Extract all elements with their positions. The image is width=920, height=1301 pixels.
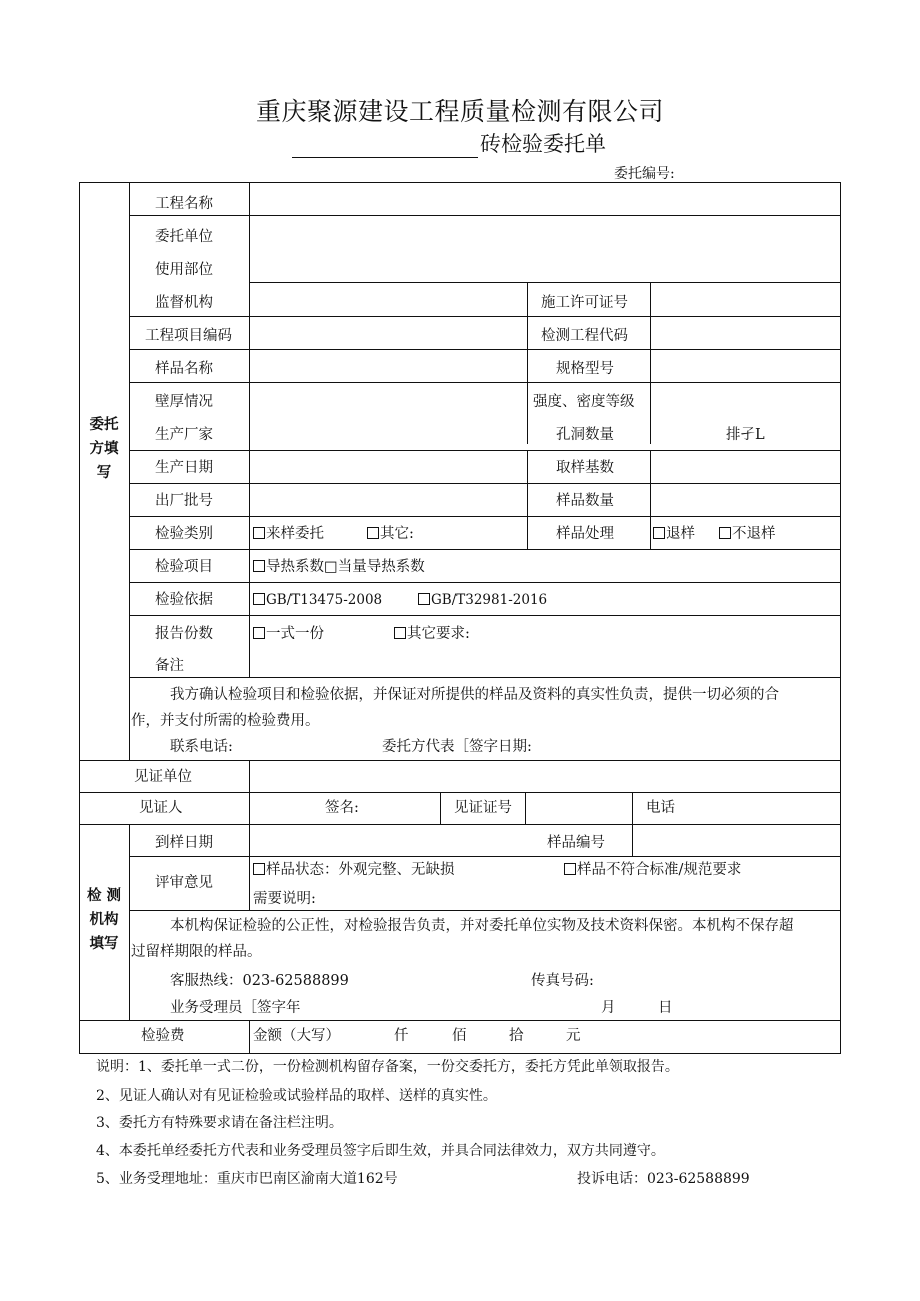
confirm-text-line2: 作，并支付所需的检验费用。 (131, 713, 320, 729)
label-rep-signature: 委托方代表［签字日期: (382, 739, 532, 755)
label-use-location: 使用部位 (155, 262, 213, 278)
option-label: 不退样 (732, 526, 776, 542)
option-label: 其它要求: (407, 626, 470, 642)
option-label: 导热系数□当量导热系数 (266, 559, 425, 575)
label-permit-no: 施工许可证号 (541, 295, 628, 311)
side-label-line: 机构 (89, 911, 119, 928)
note-2: 2、见证人确认对有见证检验或试验样品的取样、送样的真实性。 (96, 1088, 497, 1104)
label-client-unit: 委托单位 (155, 229, 213, 245)
label-witness-signature: 签名: (325, 800, 359, 816)
checkbox[interactable] (367, 527, 379, 539)
option-basis-2[interactable] (418, 593, 547, 608)
label-sample-qty: 样品数量 (556, 493, 614, 509)
option-sample-nonconforming[interactable] (564, 863, 741, 878)
label-test-code: 检测工程代码 (541, 328, 628, 344)
label-fax: 传真号码: (531, 973, 594, 989)
option-label: 其它: (380, 526, 414, 542)
checkbox[interactable] (253, 527, 265, 539)
label-day: 日 (658, 1000, 673, 1016)
option-label: 退样 (666, 526, 695, 542)
note-3: 3、委托方有特殊要求请在备注栏注明。 (96, 1115, 343, 1131)
option-sample-intact[interactable] (253, 863, 455, 878)
label-amount: 金额（大写） (253, 1028, 340, 1044)
label-unit-qian: 仟 (394, 1028, 409, 1044)
label-unit-bai: 佰 (452, 1028, 467, 1044)
entrust-no-label: 委托编号: (614, 166, 675, 182)
option-label: 样品不符合标准/规范要求 (577, 862, 742, 878)
label-sample-handling: 样品处理 (556, 526, 614, 542)
label-witness-phone: 电话 (646, 800, 675, 816)
label-review: 评审意见 (155, 875, 213, 891)
title-blank[interactable] (292, 135, 478, 158)
label-witness-person: 见证人 (139, 800, 183, 816)
label-sample-no: 样品编号 (547, 835, 605, 851)
client-section-label (79, 413, 129, 485)
checkbox[interactable] (394, 627, 406, 639)
label-month: 月 (601, 1000, 616, 1016)
checkbox[interactable] (719, 527, 731, 539)
label-unit-shi: 拾 (509, 1028, 524, 1044)
label-test-items: 检验项目 (155, 559, 213, 575)
option-one-copy[interactable] (253, 627, 324, 642)
guarantee-text-line2: 过留样期限的样品。 (131, 944, 262, 960)
option-label: 样品状态：外观完整、无缺损 (266, 862, 455, 878)
label-receiver-signature: 业务受理员［签字年 (170, 1000, 301, 1016)
note-4: 4、本委托单经委托方代表和业务受理员签字后即生效，并具合同法律效力，双方共同遵守。 (96, 1143, 665, 1159)
guarantee-text-line1: 本机构保证检验的公正性，对检验报告负责，并对委托单位实物及技术资料保密。本机构不保存超 (170, 918, 794, 934)
label-hotline: 客服热线：023-62588899 (170, 973, 349, 989)
note-5-complaint-phone: 投诉电话：023-62588899 (577, 1171, 750, 1187)
option-other-type[interactable] (367, 527, 414, 542)
label-sampling-base: 取样基数 (556, 460, 614, 476)
label-strength-grade: 强度、密度等级 (533, 394, 635, 410)
side-label-line: 填写 (89, 935, 119, 952)
label-manufacturer: 生产厂家 (155, 427, 213, 443)
side-label-line: 检 测 (86, 887, 122, 904)
label-test-type: 检验类别 (155, 526, 213, 542)
checkbox[interactable] (253, 560, 265, 572)
option-label: GB/T13475-2008 (266, 592, 383, 608)
company-title: 重庆聚源建设工程质量检测有限公司 (255, 97, 664, 126)
option-label: 来样委托 (266, 526, 324, 542)
checkbox[interactable] (564, 863, 576, 875)
option-label: 一式一份 (266, 626, 324, 642)
label-contact-phone: 联系电话: (170, 739, 233, 755)
note-1: 说明：1、委托单一式二份，一份检测机构留存备案，一份交委托方，委托方凭此单领取报告。 (96, 1059, 679, 1075)
option-sample-delivered[interactable] (253, 527, 324, 542)
option-thermal-conductivity[interactable] (253, 560, 425, 575)
label-spec-model: 规格型号 (556, 361, 614, 377)
label-project-code: 工程项目编码 (145, 328, 232, 344)
label-batch-no: 出厂批号 (155, 493, 213, 509)
label-arrival-date: 到样日期 (155, 835, 213, 851)
form-title-text: 砖检验委托单 (480, 132, 606, 156)
label-report-copies: 报告份数 (155, 626, 213, 642)
checkbox[interactable] (253, 627, 265, 639)
label-fee: 检验费 (141, 1028, 185, 1044)
lab-section-label (79, 884, 129, 956)
side-label-line: 方填 (89, 440, 119, 457)
checkbox[interactable] (653, 527, 665, 539)
form-title (292, 128, 606, 158)
option-other-requirement[interactable] (394, 627, 470, 642)
note-5: 5、业务受理地址：重庆市巴南区渝南大道162号 (96, 1171, 398, 1187)
label-production-date: 生产日期 (155, 460, 213, 476)
label-supervisor: 监督机构 (155, 295, 213, 311)
checkbox[interactable] (418, 593, 430, 605)
label-unit-yuan: 元 (566, 1028, 581, 1044)
label-project-name: 工程名称 (155, 196, 213, 212)
side-label-line: 委托 (89, 416, 119, 433)
option-label: GB/T32981-2016 (431, 592, 548, 608)
checkbox[interactable] (253, 593, 265, 605)
option-no-return[interactable] (719, 527, 776, 542)
label-witness-cert-no: 见证证号 (454, 800, 512, 816)
label-test-basis: 检验依据 (155, 592, 213, 608)
label-wall-thickness: 壁厚情况 (155, 394, 213, 410)
label-sample-name: 样品名称 (155, 361, 213, 377)
confirm-text-line1: 我方确认检验项目和检验依据，并保证对所提供的样品及资料的真实性负责，提供一切必须的合 (170, 687, 779, 703)
option-basis-1[interactable] (253, 593, 382, 608)
side-label-line: 写 (96, 464, 112, 481)
label-hole-count: 孔洞数量 (556, 427, 614, 443)
label-remarks: 备注 (155, 658, 184, 674)
option-return-sample[interactable] (653, 527, 695, 542)
value-hole-count: 排孑L (726, 427, 765, 443)
label-review-note: 需要说明: (253, 891, 316, 907)
label-witness-unit: 见证单位 (134, 769, 192, 785)
checkbox[interactable] (253, 863, 265, 875)
